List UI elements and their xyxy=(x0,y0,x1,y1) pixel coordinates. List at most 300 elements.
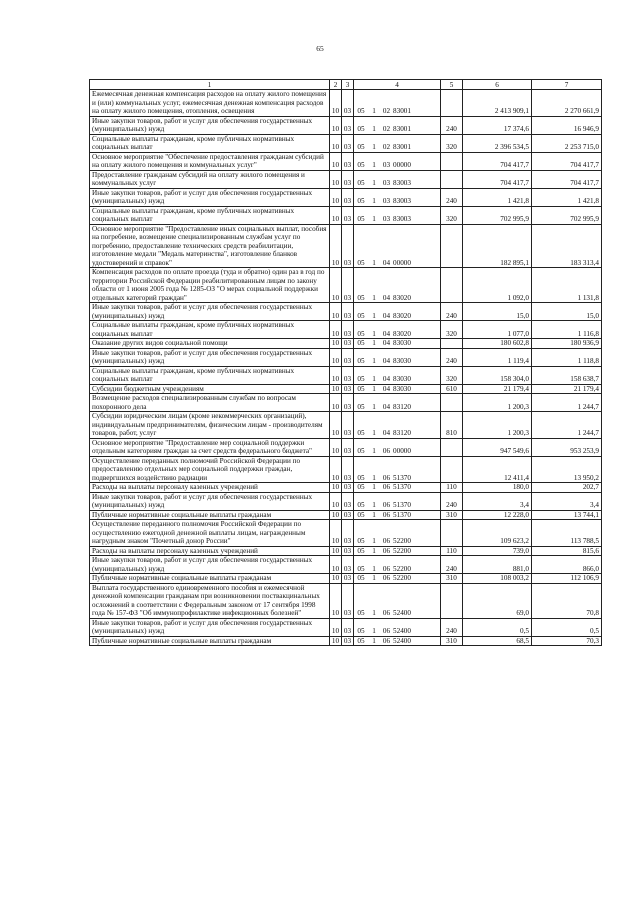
target-article-part: 05 xyxy=(357,546,365,555)
target-article-part: 04 xyxy=(382,429,391,437)
target-article-part: 1 xyxy=(372,636,376,645)
target-article-part: 52400 xyxy=(393,627,411,635)
row-value-col6: 3,4 xyxy=(463,492,532,510)
row-name: Иные закупки товаров, работ и услуг для обеспечения государственных (муниципальных) нужд xyxy=(90,492,330,510)
header-cell: 5 xyxy=(441,80,463,90)
row-expense-type: 240 xyxy=(441,348,463,366)
target-article-part: 03 xyxy=(382,197,391,205)
target-article-part: 04 xyxy=(382,375,391,383)
row-value-col6: 69,0 xyxy=(463,583,532,618)
row-subsection: 03 xyxy=(342,321,354,339)
row-name: Возмещение расходов специализированным службам по вопросам похоронного дела xyxy=(90,394,330,412)
target-article-part: 52200 xyxy=(393,537,411,545)
target-article-part: 04 xyxy=(382,311,391,320)
budget-table xyxy=(89,79,602,646)
target-article-part: 05 xyxy=(357,564,365,573)
row-value-col7: 13 744,1 xyxy=(532,510,602,520)
target-article-part: 02 xyxy=(382,125,391,133)
row-expense-type xyxy=(441,170,463,188)
target-article-part: 1 xyxy=(372,179,376,187)
target-article-part: 83030 xyxy=(393,339,411,347)
row-subsection: 03 xyxy=(342,90,354,117)
row-target-article xyxy=(354,384,441,394)
row-target-article xyxy=(354,394,441,412)
table-row xyxy=(90,206,602,224)
target-article-part: 83001 xyxy=(393,107,411,115)
row-subsection: 03 xyxy=(342,366,354,384)
row-name: Иные закупки товаров, работ и услуг для обеспечения государственных (муниципальных) нужд xyxy=(90,116,330,134)
row-expense-type xyxy=(441,268,463,303)
target-article-part: 04 xyxy=(382,357,391,365)
target-article-part: 02 xyxy=(382,143,391,151)
target-article-part: 83003 xyxy=(393,179,411,187)
target-article-part: 83001 xyxy=(393,125,411,133)
row-value-col7: 866,0 xyxy=(532,556,602,574)
target-article-part: 52200 xyxy=(393,574,411,582)
row-name: Иные закупки товаров, работ и услуг для обеспечения государственных (муниципальных) нужд xyxy=(90,348,330,366)
table-row xyxy=(90,574,602,584)
row-expense-type xyxy=(441,90,463,117)
target-article-part: 05 xyxy=(357,447,365,455)
row-value-col6: 1 200,3 xyxy=(463,394,532,412)
target-article-part: 83003 xyxy=(393,197,411,205)
row-value-col7: 1 421,8 xyxy=(532,188,602,206)
header-cell: 1 xyxy=(90,80,330,90)
row-target-article xyxy=(354,510,441,520)
row-subsection: 03 xyxy=(342,636,354,646)
table-row xyxy=(90,170,602,188)
table-row xyxy=(90,116,602,134)
row-target-article xyxy=(354,170,441,188)
row-target-article xyxy=(354,636,441,646)
row-section: 10 xyxy=(330,510,342,520)
target-article-part: 00000 xyxy=(393,447,411,455)
target-article-part: 1 xyxy=(372,375,376,383)
row-expense-type xyxy=(441,456,463,483)
table-row xyxy=(90,483,602,493)
target-article-part: 51370 xyxy=(393,501,411,509)
row-value-col7: 1 131,8 xyxy=(532,268,602,303)
row-name: Социальные выплаты гражданам, кроме публичных нормативных социальных выплат xyxy=(90,134,330,152)
target-article-part: 05 xyxy=(357,125,365,133)
target-article-part: 06 xyxy=(382,537,391,545)
header-cell: 4 xyxy=(354,80,441,90)
row-name: Публичные нормативные социальные выплаты гражданам xyxy=(90,574,330,584)
row-value-col7: 158 638,7 xyxy=(532,366,602,384)
target-article-part: 1 xyxy=(372,384,376,393)
table-row xyxy=(90,394,602,412)
target-article-part: 51370 xyxy=(393,510,411,519)
row-value-col7: 202,7 xyxy=(532,483,602,493)
row-subsection: 03 xyxy=(342,483,354,493)
target-article-part: 05 xyxy=(357,329,365,338)
row-expense-type xyxy=(441,339,463,349)
target-article-part: 83020 xyxy=(393,311,411,320)
row-value-col6: 2 413 909,1 xyxy=(463,90,532,117)
target-article-part: 52200 xyxy=(393,564,411,573)
header-cell: 2 xyxy=(330,80,342,90)
target-article-part: 83020 xyxy=(393,293,411,302)
target-article-part: 05 xyxy=(357,107,365,115)
target-article-part: 06 xyxy=(382,510,391,519)
target-article-part: 1 xyxy=(372,329,376,338)
row-value-col7: 70,3 xyxy=(532,636,602,646)
row-subsection: 03 xyxy=(342,510,354,520)
target-article-part: 83120 xyxy=(393,402,411,411)
table-row xyxy=(90,268,602,303)
row-value-col7: 1 244,7 xyxy=(532,394,602,412)
target-article-part: 05 xyxy=(357,161,365,169)
row-name: Предоставление гражданам субсидий на оплату жилого помещения и коммунальных услуг xyxy=(90,170,330,188)
target-article-part: 04 xyxy=(382,293,391,302)
target-article-part: 51370 xyxy=(393,473,411,482)
target-article-part: 83030 xyxy=(393,375,411,383)
target-article-part: 83030 xyxy=(393,357,411,365)
target-article-part: 04 xyxy=(382,384,391,393)
row-value-col6: 68,5 xyxy=(463,636,532,646)
row-subsection: 03 xyxy=(342,412,354,439)
target-article-part: 05 xyxy=(357,311,365,320)
row-subsection: 03 xyxy=(342,268,354,303)
row-subsection: 03 xyxy=(342,583,354,618)
row-value-col6: 109 623,2 xyxy=(463,520,532,547)
row-expense-type: 310 xyxy=(441,636,463,646)
target-article-part: 05 xyxy=(357,627,365,635)
row-value-col7: 0,5 xyxy=(532,618,602,636)
target-article-part: 83120 xyxy=(393,429,411,437)
row-name: Иные закупки товаров, работ и услуг для обеспечения государственных (муниципальных) нужд xyxy=(90,556,330,574)
row-section: 10 xyxy=(330,556,342,574)
row-expense-type: 310 xyxy=(441,574,463,584)
target-article-part: 1 xyxy=(372,125,376,133)
row-subsection: 03 xyxy=(342,574,354,584)
row-value-col7: 1 118,8 xyxy=(532,348,602,366)
row-target-article xyxy=(354,546,441,556)
row-value-col6: 881,0 xyxy=(463,556,532,574)
table-row xyxy=(90,339,602,349)
row-name: Основное мероприятие "Обеспечение предоставления гражданам субсидий на оплату жилого помещения и коммунальных услуг" xyxy=(90,152,330,170)
row-target-article xyxy=(354,456,441,483)
target-article-part: 02 xyxy=(382,107,391,115)
target-article-part: 1 xyxy=(372,483,376,491)
row-name: Расходы на выплаты персоналу казенных учреждений xyxy=(90,483,330,493)
row-target-article xyxy=(354,492,441,510)
row-name: Основное мероприятие "Предоставление иных социальных выплат, пособия на погребение, возмещение специализированным службам услуг по погребению, предоставление технических средств реабилитации, изготовление медали "Медаль материнства", изготовление бланков удостоверений и справок" xyxy=(90,224,330,268)
row-value-col7: 953 253,9 xyxy=(532,438,602,456)
target-article-part: 04 xyxy=(382,258,391,267)
table-row xyxy=(90,303,602,321)
row-target-article xyxy=(354,348,441,366)
table-row xyxy=(90,152,602,170)
row-value-col7: 16 946,9 xyxy=(532,116,602,134)
table-row xyxy=(90,583,602,618)
row-section: 10 xyxy=(330,394,342,412)
row-target-article xyxy=(354,574,441,584)
row-name: Субсидии бюджетным учреждениям xyxy=(90,384,330,394)
row-subsection: 03 xyxy=(342,152,354,170)
row-expense-type: 320 xyxy=(441,366,463,384)
target-article-part: 03 xyxy=(382,161,391,169)
target-article-part: 52400 xyxy=(393,609,411,617)
page-number: 65 xyxy=(316,44,324,53)
target-article-part: 05 xyxy=(357,384,365,393)
row-target-article xyxy=(354,618,441,636)
row-subsection: 03 xyxy=(342,206,354,224)
row-expense-type xyxy=(441,520,463,547)
target-article-part: 1 xyxy=(372,429,376,437)
row-target-article xyxy=(354,366,441,384)
target-article-part: 1 xyxy=(372,339,376,347)
row-expense-type: 310 xyxy=(441,510,463,520)
row-target-article xyxy=(354,188,441,206)
row-name: Ежемесячная денежная компенсация расходов на оплату жилого помещения и (или) коммунальных услуг, ежемесячная денежная компенсация расходов на оплату жилого помещения, отопления, освещения xyxy=(90,90,330,117)
target-article-part: 05 xyxy=(357,429,365,437)
table-row xyxy=(90,492,602,510)
row-subsection: 03 xyxy=(342,116,354,134)
row-value-col7: 15,0 xyxy=(532,303,602,321)
target-article-part: 83001 xyxy=(393,143,411,151)
row-value-col6: 739,0 xyxy=(463,546,532,556)
table-row xyxy=(90,636,602,646)
target-article-part: 83020 xyxy=(393,329,411,338)
row-section: 10 xyxy=(330,384,342,394)
row-subsection: 03 xyxy=(342,303,354,321)
row-value-col7: 13 950,2 xyxy=(532,456,602,483)
row-section: 10 xyxy=(330,206,342,224)
row-target-article xyxy=(354,206,441,224)
row-value-col6: 158 304,0 xyxy=(463,366,532,384)
table-row xyxy=(90,224,602,268)
target-article-part: 05 xyxy=(357,215,365,223)
row-value-col6: 0,5 xyxy=(463,618,532,636)
table-row xyxy=(90,456,602,483)
target-article-part: 06 xyxy=(382,636,391,645)
row-value-col7: 112 106,9 xyxy=(532,574,602,584)
row-expense-type xyxy=(441,224,463,268)
row-section: 10 xyxy=(330,438,342,456)
row-expense-type: 320 xyxy=(441,134,463,152)
row-section: 10 xyxy=(330,170,342,188)
row-target-article xyxy=(354,339,441,349)
target-article-part: 05 xyxy=(357,143,365,151)
row-value-col6: 12 411,4 xyxy=(463,456,532,483)
row-section: 10 xyxy=(330,456,342,483)
row-expense-type: 240 xyxy=(441,618,463,636)
target-article-part: 1 xyxy=(372,357,376,365)
target-article-part: 1 xyxy=(372,107,376,115)
row-value-col6: 1 119,4 xyxy=(463,348,532,366)
row-section: 10 xyxy=(330,90,342,117)
row-value-col6: 12 228,0 xyxy=(463,510,532,520)
row-name: Иные закупки товаров, работ и услуг для обеспечения государственных (муниципальных) нужд xyxy=(90,303,330,321)
row-value-col6: 704 417,7 xyxy=(463,152,532,170)
row-name: Расходы на выплаты персоналу казенных учреждений xyxy=(90,546,330,556)
row-section: 10 xyxy=(330,366,342,384)
row-target-article xyxy=(354,556,441,574)
row-name: Оказание других видов социальной помощи xyxy=(90,339,330,349)
target-article-part: 06 xyxy=(382,447,391,455)
row-target-article xyxy=(354,583,441,618)
row-value-col6: 180 602,8 xyxy=(463,339,532,349)
row-value-col7: 113 788,5 xyxy=(532,520,602,547)
row-value-col6: 180,0 xyxy=(463,483,532,493)
target-article-part: 05 xyxy=(357,179,365,187)
row-section: 10 xyxy=(330,636,342,646)
target-article-part: 1 xyxy=(372,473,376,482)
row-name: Выплата государственного единовременного пособия и ежемесячной денежной компенсации гражданам при возникновении поствакцинальных осложнений в соответствии с Федеральным законом от 17 сентября 1998 года № 157-ФЗ "Об иммунопрофилактике инфекционных болезней" xyxy=(90,583,330,618)
table-row xyxy=(90,520,602,547)
target-article-part: 05 xyxy=(357,609,365,617)
row-section: 10 xyxy=(330,618,342,636)
row-section: 10 xyxy=(330,483,342,493)
table-row xyxy=(90,546,602,556)
row-subsection: 03 xyxy=(342,188,354,206)
header-cell: 7 xyxy=(532,80,602,90)
table-body xyxy=(90,90,602,646)
row-value-col6: 17 374,6 xyxy=(463,116,532,134)
target-article-part: 52400 xyxy=(393,636,411,645)
row-section: 10 xyxy=(330,574,342,584)
row-value-col7: 1 244,7 xyxy=(532,412,602,439)
target-article-part: 05 xyxy=(357,473,365,482)
row-section: 10 xyxy=(330,321,342,339)
target-article-part: 05 xyxy=(357,357,365,365)
row-name: Субсидии юридическим лицам (кроме некоммерческих организаций), индивидуальным предпринимателям, физическим лицам - производителям товаров, работ, услуг xyxy=(90,412,330,439)
row-value-col7: 1 116,8 xyxy=(532,321,602,339)
target-article-part: 00000 xyxy=(393,258,411,267)
target-article-part: 1 xyxy=(372,143,376,151)
row-subsection: 03 xyxy=(342,170,354,188)
row-name: Иные закупки товаров, работ и услуг для обеспечения государственных (муниципальных) нужд xyxy=(90,188,330,206)
row-section: 10 xyxy=(330,348,342,366)
target-article-part: 05 xyxy=(357,483,365,491)
target-article-part: 1 xyxy=(372,258,376,267)
target-article-part: 1 xyxy=(372,197,376,205)
row-name: Социальные выплаты гражданам, кроме публичных нормативных социальных выплат xyxy=(90,321,330,339)
target-article-part: 05 xyxy=(357,402,365,411)
row-expense-type: 110 xyxy=(441,546,463,556)
target-article-part: 05 xyxy=(357,258,365,267)
row-name: Публичные нормативные социальные выплаты гражданам xyxy=(90,510,330,520)
target-article-part: 83003 xyxy=(393,215,411,223)
row-value-col6: 2 396 534,5 xyxy=(463,134,532,152)
row-expense-type: 240 xyxy=(441,188,463,206)
row-value-col7: 2 270 661,9 xyxy=(532,90,602,117)
row-subsection: 03 xyxy=(342,134,354,152)
target-article-part: 05 xyxy=(357,537,365,545)
table-row xyxy=(90,438,602,456)
row-subsection: 03 xyxy=(342,348,354,366)
row-name: Осуществление переданного полномочия Российской Федерации по осуществлению ежегодной денежной выплаты лицам, награжденным нагрудным знаком "Почетный донор России" xyxy=(90,520,330,547)
row-target-article xyxy=(354,90,441,117)
row-value-col7: 815,6 xyxy=(532,546,602,556)
row-value-col6: 21 179,4 xyxy=(463,384,532,394)
row-expense-type: 610 xyxy=(441,384,463,394)
target-article-part: 1 xyxy=(372,402,376,411)
target-article-part: 05 xyxy=(357,293,365,302)
row-value-col6: 1 092,0 xyxy=(463,268,532,303)
row-target-article xyxy=(354,438,441,456)
row-section: 10 xyxy=(330,116,342,134)
row-expense-type xyxy=(441,583,463,618)
target-article-part: 06 xyxy=(382,627,391,635)
target-article-part: 1 xyxy=(372,564,376,573)
target-article-part: 05 xyxy=(357,636,365,645)
row-expense-type xyxy=(441,394,463,412)
target-article-part: 1 xyxy=(372,546,376,555)
row-section: 10 xyxy=(330,492,342,510)
row-subsection: 03 xyxy=(342,438,354,456)
row-expense-type: 320 xyxy=(441,206,463,224)
row-name: Социальные выплаты гражданам, кроме публичных нормативных социальных выплат xyxy=(90,366,330,384)
row-value-col6: 15,0 xyxy=(463,303,532,321)
table-row xyxy=(90,134,602,152)
row-value-col7: 704 417,7 xyxy=(532,152,602,170)
target-article-part: 1 xyxy=(372,293,376,302)
table-row xyxy=(90,618,602,636)
target-article-part: 05 xyxy=(357,197,365,205)
row-value-col6: 704 417,7 xyxy=(463,170,532,188)
row-section: 10 xyxy=(330,583,342,618)
row-subsection: 03 xyxy=(342,339,354,349)
row-target-article xyxy=(354,412,441,439)
row-section: 10 xyxy=(330,134,342,152)
row-subsection: 03 xyxy=(342,384,354,394)
row-expense-type: 240 xyxy=(441,556,463,574)
row-section: 10 xyxy=(330,152,342,170)
row-section: 10 xyxy=(330,339,342,349)
target-article-part: 04 xyxy=(382,339,391,347)
target-article-part: 04 xyxy=(382,402,391,411)
row-name: Осуществление переданных полномочий Российской Федерации по предоставлению отдельных мер социальной поддержки граждан, подвергшихся воздействию радиации xyxy=(90,456,330,483)
target-article-part: 05 xyxy=(357,574,365,582)
target-article-part: 06 xyxy=(382,546,391,555)
target-article-part: 51370 xyxy=(393,483,411,491)
row-value-col7: 70,8 xyxy=(532,583,602,618)
header-cell: 3 xyxy=(342,80,354,90)
row-expense-type xyxy=(441,438,463,456)
row-target-article xyxy=(354,483,441,493)
target-article-part: 05 xyxy=(357,375,365,383)
table-row xyxy=(90,510,602,520)
target-article-part: 06 xyxy=(382,483,391,491)
target-article-part: 1 xyxy=(372,311,376,320)
row-target-article xyxy=(354,224,441,268)
row-section: 10 xyxy=(330,268,342,303)
row-value-col7: 702 995,9 xyxy=(532,206,602,224)
row-name: Основное мероприятие "Предоставление мер социальной поддержки отдельным категориям граждан за счет средств федерального бюджета" xyxy=(90,438,330,456)
row-target-article xyxy=(354,321,441,339)
target-article-part: 1 xyxy=(372,537,376,545)
target-article-part: 1 xyxy=(372,574,376,582)
target-article-part: 06 xyxy=(382,574,391,582)
row-value-col6: 108 003,2 xyxy=(463,574,532,584)
row-expense-type: 240 xyxy=(441,303,463,321)
target-article-part: 1 xyxy=(372,215,376,223)
target-article-part: 52200 xyxy=(393,546,411,555)
row-name: Иные закупки товаров, работ и услуг для обеспечения государственных (муниципальных) нужд xyxy=(90,618,330,636)
row-name: Компенсация расходов по оплате проезда (туда и обратно) один раз в год по территории Российской Федерации реабилитированным лицам по закону области от 1 июня 2005 года № 1285-ОЗ "О мерах социальной поддержки отдельных категорий граждан" xyxy=(90,268,330,303)
row-value-col6: 1 200,3 xyxy=(463,412,532,439)
target-article-part: 83030 xyxy=(393,384,411,393)
header-cell: 6 xyxy=(463,80,532,90)
row-target-article xyxy=(354,303,441,321)
row-subsection: 03 xyxy=(342,456,354,483)
row-value-col7: 2 253 715,0 xyxy=(532,134,602,152)
row-expense-type: 110 xyxy=(441,483,463,493)
header-row xyxy=(90,80,602,90)
target-article-part: 1 xyxy=(372,501,376,509)
